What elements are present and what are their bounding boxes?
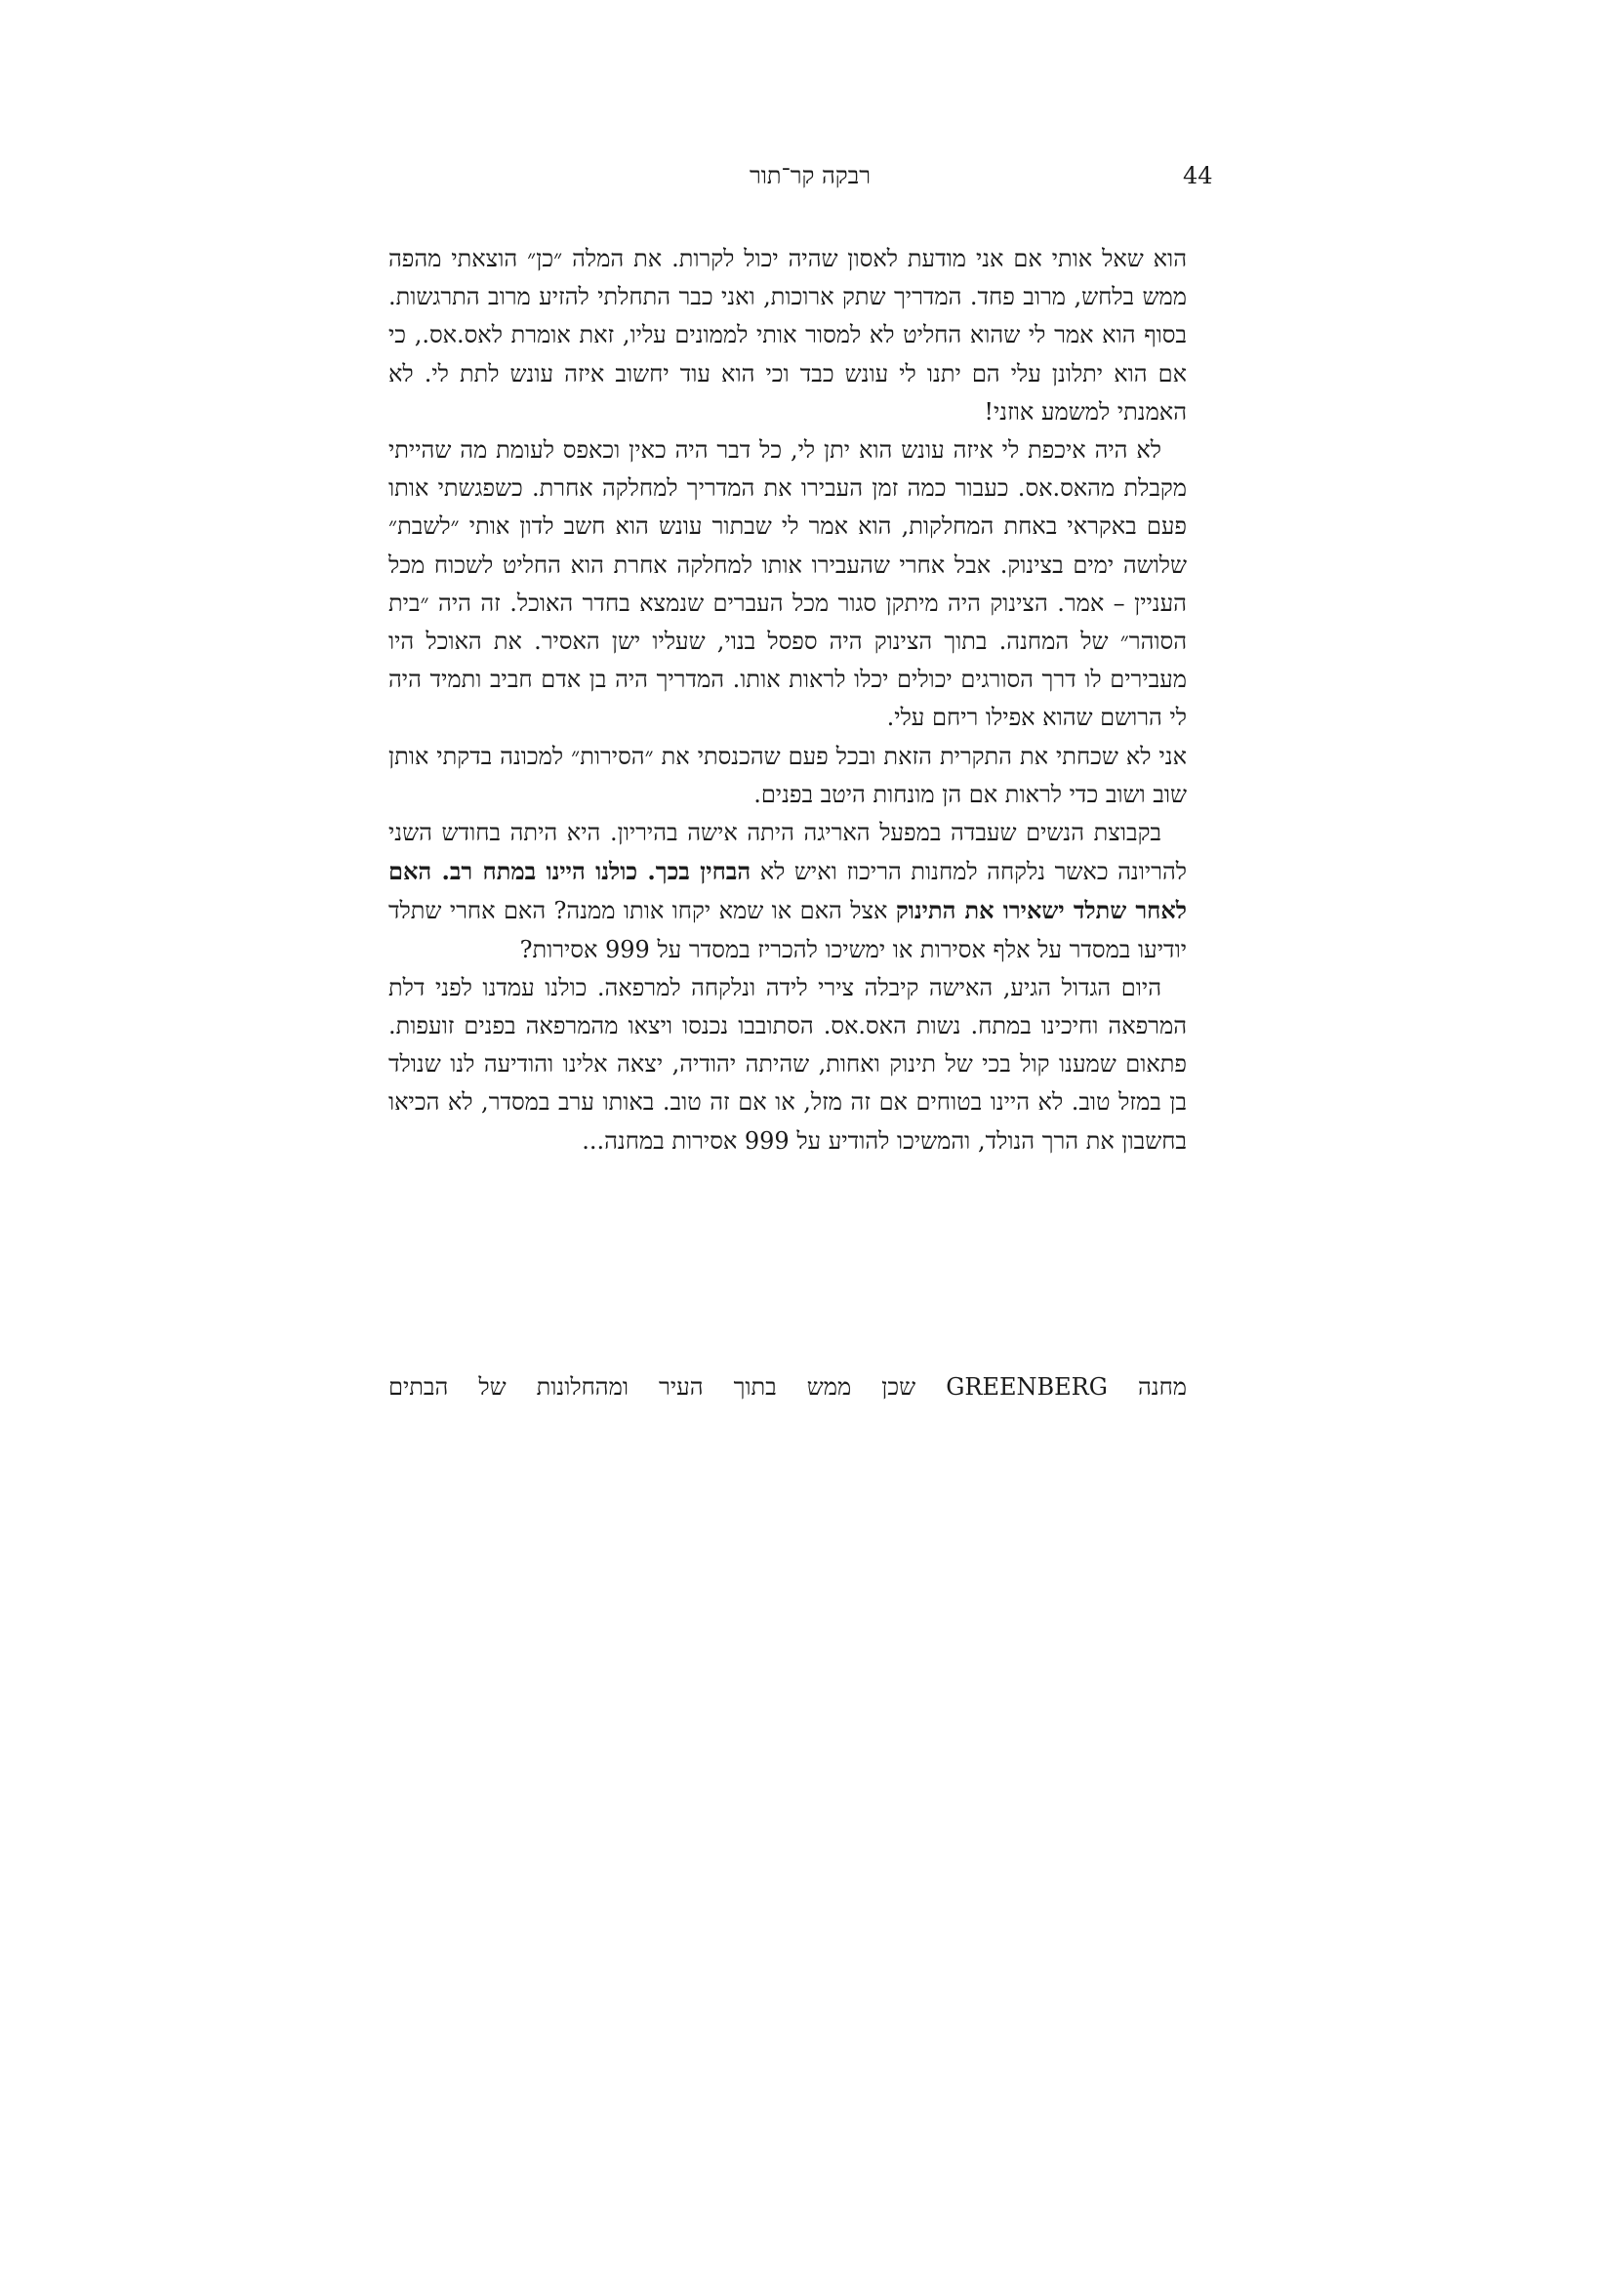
paragraph-5: היום הגדול הגיע, האישה קיבלה צירי לידה ונלקחה למרפאה. כולנו עמדנו לפני דלת המרפאה וחיכינו במתח. נשות האס.אס. הסתובבו נכנסו ויצאו מהמרפאה בפנים זועפות. פתאום שמענו קול בכי של תינוק ואחות, שהיתה יהודיה, יצאה אלינו והודיעה לנו שנולד בן במזל טוב. לא היינו בטוחים אם זה מזל, או אם זה טוב. באותו ערב במסדר, לא הכיאו בחשבון את הרך הנולד, והמשיכו להודיע על 999 אסירות במחנה... [388,973,1188,1155]
paragraph-4-start: בקבוצת הנשים שעבדה במפעל האריגה היתה אישה בהיריון. היא היתה בחודש השני להריונה כאשר נלקחה למחנות הריכוז ואיש לא [388,819,1187,886]
paragraph-4 [388,814,1187,969]
footnote: מחנה GREENBERG שכן ממש בתוך העיר ומהחלונות של הבתים [388,1373,1187,1401]
paragraph-4-end: אצל האם או שמא יקחו אותו ממנה? האם אחרי שתלד יודיעו במסדר על אלף אסירות או ימשיכו להכריז במסדר על 999 אסירות? [388,897,1187,963]
body-text [388,240,1187,1160]
paragraph-1: הוא שאל אותי אם אני מודעת לאסון שהיה יכול לקרות. את המלה ״כן״ הוצאתי מהפה ממש בלחש, מרוב פחד. המדריך שתק ארוכות, ואני כבר התחלתי להזיע מרוב התרגשות. בסוף הוא אמר לי שהוא החליט לא למסור אותי לממונים עליו, זאת אומרת לאס.אס., כי אם הוא יתלונן עלי הם יתנו לי עונש כבד וכי הוא עוד יחשוב איזה עונש לתת לי. לא האמנתי למשמע אוזני! [388,245,1187,426]
paragraph-4-bold: הבחין בכך. כולנו היינו במתח רב. האם לאחר שתלד ישאירו את התינוק [388,857,1188,925]
running-header: רבקה קר־תור [749,162,872,189]
paragraph-3: אני לא שכחתי את התקרית הזאת ובכל פעם שהכנסתי את ״הסירות״ למכונה בדקתי אותן שוב ושוב כדי לראות אם הן מונחות היטב בפנים. [388,742,1187,808]
page-number: 44 [1183,162,1213,189]
paragraph-2: לא היה איכפת לי איזה עונש הוא יתן לי, כל דבר היה כאין וכאפס לעומת מה שהייתי מקבלת מהאס.אס. כעבור כמה זמן העבירו את המדריך למחלקה אחרת. כשפגשתי אותו פעם באקראי באחת המחלקות, הוא אמר לי שבתור עונש הוא חשב לדון אותי ״לשבת״ שלושה ימים בצינוק. אבל אחרי שהעבירו אותו למחלקה אחרת הוא החליט לשכוח מכל העניין – אמר. הצינוק היה מיתקן סגור מכל העברים שנמצא בחדר האוכל. זה היה ״בית הסוהר״ של המחנה. בתוך הצינוק היה ספסל בנוי, שעליו ישן האסיר. את האוכל היו מעבירים לו דרך הסורגים יכולים יכלו לראות אותו. המדריך היה בן אדם חביב ותמיד היה לי הרושם שהוא אפילו ריחם עלי. [388,436,1188,732]
